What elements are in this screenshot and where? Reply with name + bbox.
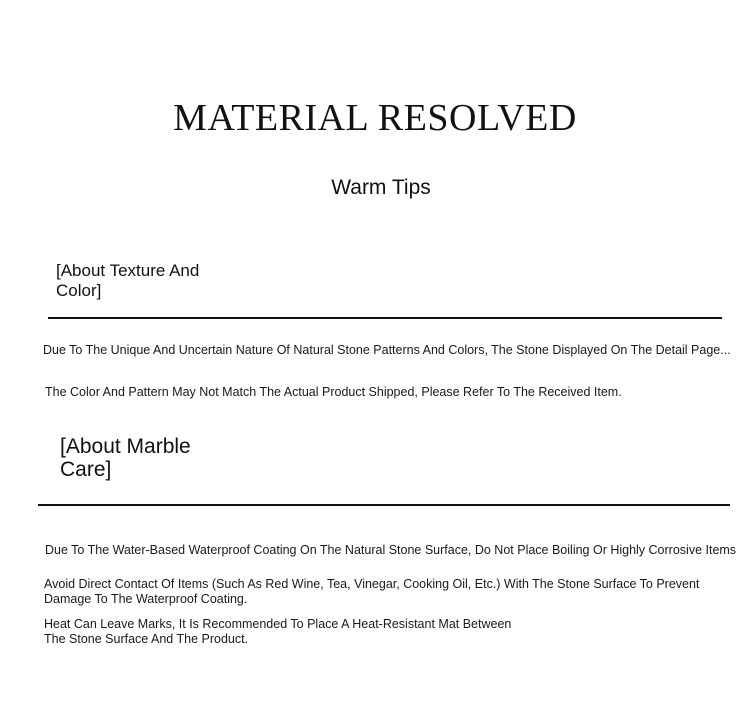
paragraph-text: Avoid Direct Contact Of Items (Such As Red Wine, Tea, Vinegar, Cooking Oil, Etc.) With The Stone Surface To Prevent Damage To The Waterproof Coating.: [44, 577, 700, 606]
page-title: MATERIAL RESOLVED: [173, 97, 577, 139]
subtitle: Warm Tips: [331, 176, 431, 199]
section-divider: [38, 504, 730, 506]
section-heading-texture-color: [About Texture And Color]: [56, 261, 200, 300]
paragraph-text: Due To The Water-Based Waterproof Coating On The Natural Stone Surface, Do Not Place Boiling Or Highly Corrosive Items: [45, 543, 737, 557]
section-divider: [48, 317, 722, 319]
paragraph-text: Heat Can Leave Marks, It Is Recommended To Place A Heat-Resistant Mat Between The Stone Surface And The Product.: [44, 617, 512, 646]
paragraph-text: The Color And Pattern May Not Match The Actual Product Shipped, Please Refer To The Received Item.: [45, 385, 622, 399]
paragraph-text: Due To The Unique And Uncertain Nature Of Natural Stone Patterns And Colors, The Stone Displayed On The Detail Page...: [43, 343, 731, 357]
section-heading-marble-care: [About Marble Care]: [60, 435, 191, 481]
